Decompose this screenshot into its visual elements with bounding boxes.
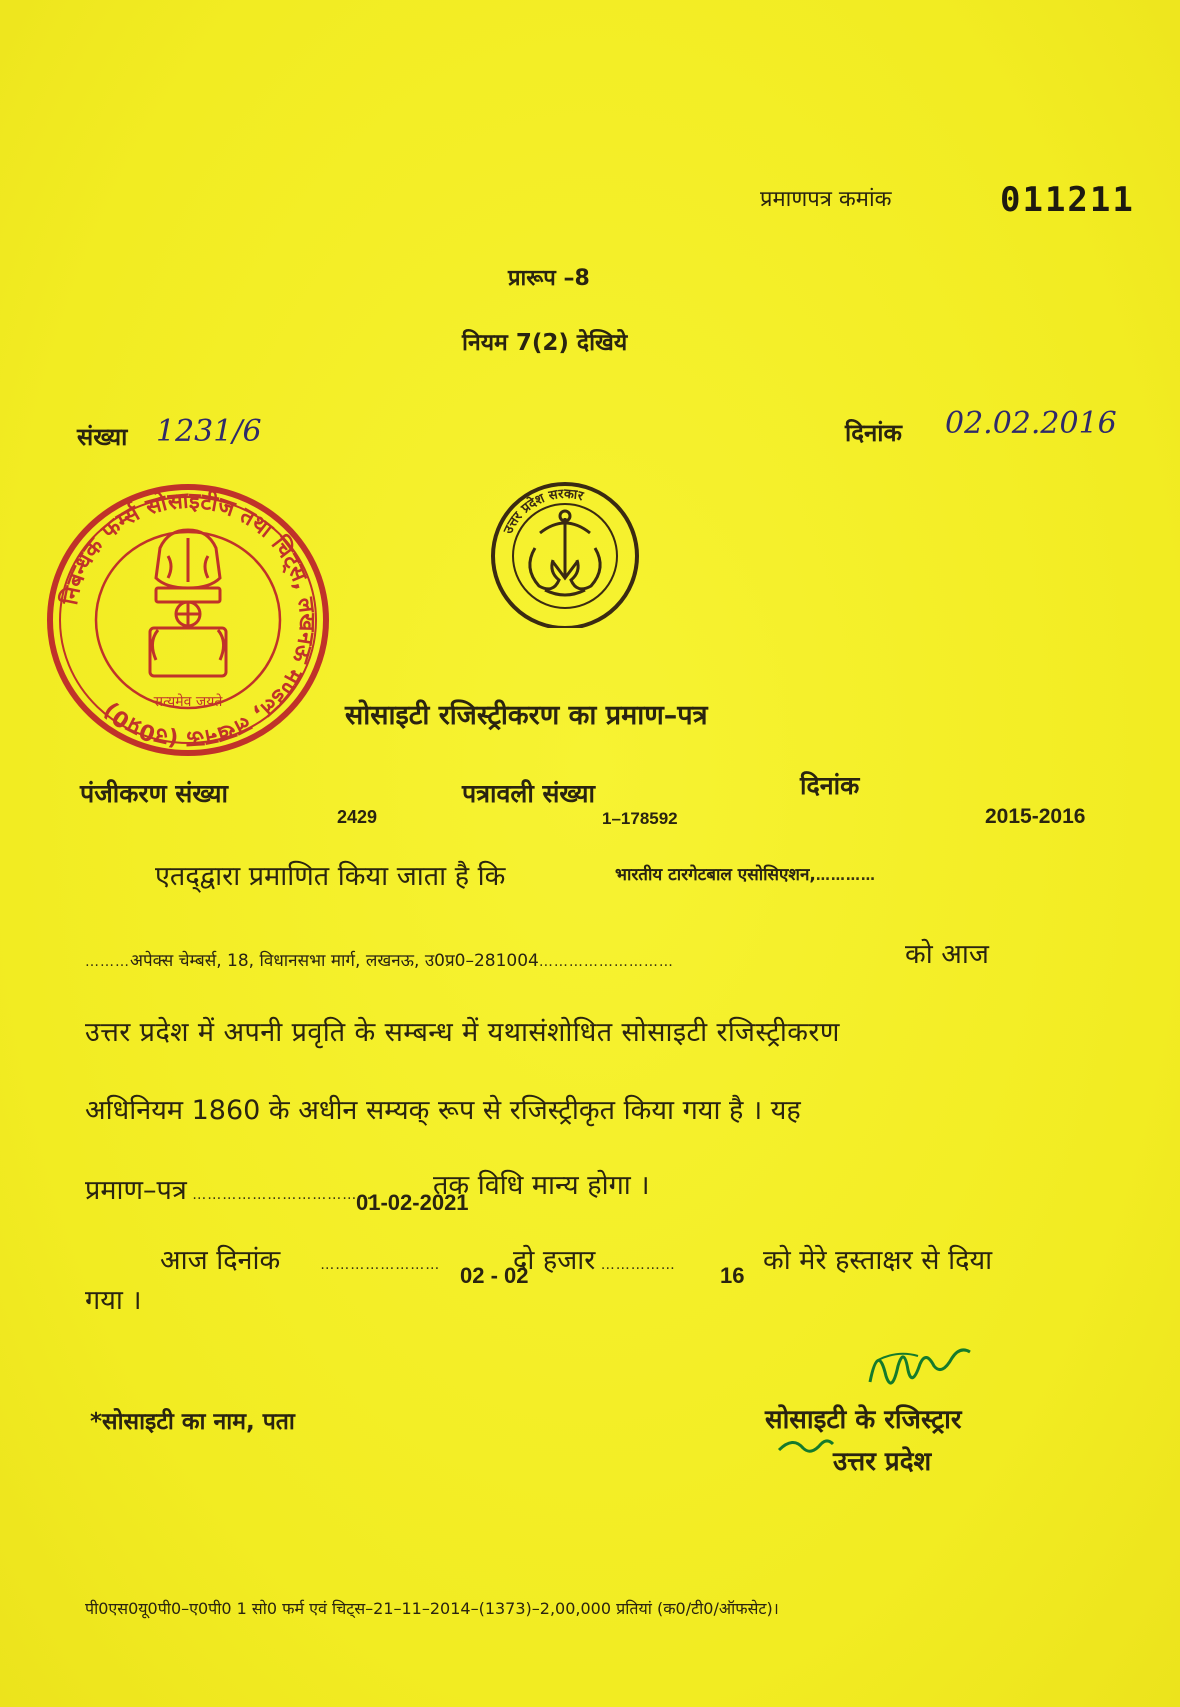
validity-line-suffix: तक विधि मान्य होगा ।: [433, 1170, 650, 1201]
print-reference-line: पी0एस0यू0पी0–ए0पी0 1 सो0 फर्म एवं चिट्स–21–11–2014–(1373)–2,00,000 प्रतियां (क0/टी0/ऑफसेट)।: [85, 1599, 779, 1618]
registrar-region: उत्तर प्रदेश: [833, 1447, 932, 1477]
file-number-value: 1–178592: [602, 809, 678, 828]
registrar-signature-icon: [860, 1330, 980, 1400]
sankhya-label: संख्या: [77, 423, 128, 451]
certificate-title: सोसाइटी रजिस्ट्रीकरण का प्रमाण–पत्र: [345, 700, 708, 731]
society-address: ………अपेक्स चेम्बर्स, 18, विधानसभा मार्ग, लखनऊ, उ0प्र0–281004………………………: [85, 951, 674, 971]
registrar-title: सोसाइटी के रजिस्ट्रार: [765, 1405, 962, 1435]
rule-reference: नियम 7(2) देखिये: [462, 330, 628, 356]
given-date-prefix: आज दिनांक ……………………: [160, 1245, 441, 1276]
given-date-line-end: गया ।: [85, 1285, 142, 1316]
registration-number-value: 2429: [337, 807, 378, 827]
issue-date-label: दिनांक: [845, 419, 902, 447]
seal-text: निबन्धक फर्म्स सोसाइटीज तथा चिट्स, लखनऊ मण्डल, लखनऊ (उ0प्र0): [57, 488, 320, 752]
issue-date-value: 02.02.2016: [945, 406, 1117, 441]
registrar-seal-icon: [38, 478, 338, 763]
sankhya-value: 1231/6: [156, 414, 262, 449]
registration-number-label: पंजीकरण संख्या: [80, 779, 228, 808]
certification-line-2-suffix: को आज: [905, 939, 989, 970]
certification-line-3: उत्तर प्रदेश में अपनी प्रवृति के सम्बन्ध में यथासंशोधित सोसाइटी रजिस्ट्रीकरण: [85, 1017, 840, 1048]
given-date-mid: दो हजार ……………: [513, 1245, 676, 1276]
certification-line-4: अधिनियम 1860 के अधीन सम्यक्‌ रूप से रजिस्ट्रीकृत किया गया है । यह: [85, 1095, 801, 1126]
date-label: दिनांक: [800, 771, 860, 800]
signature-mark-icon: [775, 1430, 835, 1460]
valid-until-date: 01-02-2021: [356, 1190, 469, 1215]
form-number: प्रारूप –8: [508, 266, 590, 291]
certificate-number: 011211: [1000, 180, 1135, 220]
up-government-emblem-icon: [485, 478, 645, 628]
given-day-month: 02 - 02: [460, 1263, 529, 1288]
society-name: भारतीय टारगेटबाल एसोसिएशन,…………: [615, 865, 876, 885]
file-number-label: पत्रावली संख्या: [462, 779, 596, 808]
registration-year-value: 2015-2016: [985, 805, 1086, 828]
validity-line-prefix: प्रमाण–पत्र ………………………………: [85, 1175, 373, 1206]
society-name-footnote: *सोसाइटी का नाम, पता: [90, 1409, 295, 1435]
given-year: 16: [720, 1263, 745, 1288]
certification-line-1: [155, 856, 505, 893]
certification-prefix: एतद्‌द्वारा प्रमाणित किया जाता है कि: [155, 861, 506, 892]
given-date-suffix: को मेरे हस्ताक्षर से दिया: [763, 1245, 993, 1276]
emblem-text: उत्तर प्रदेश सरकार: [500, 486, 585, 537]
certificate-number-label: प्रमाणपत्र कमांक: [760, 187, 892, 212]
seal-motto: सत्यमेव जयते: [153, 694, 223, 710]
